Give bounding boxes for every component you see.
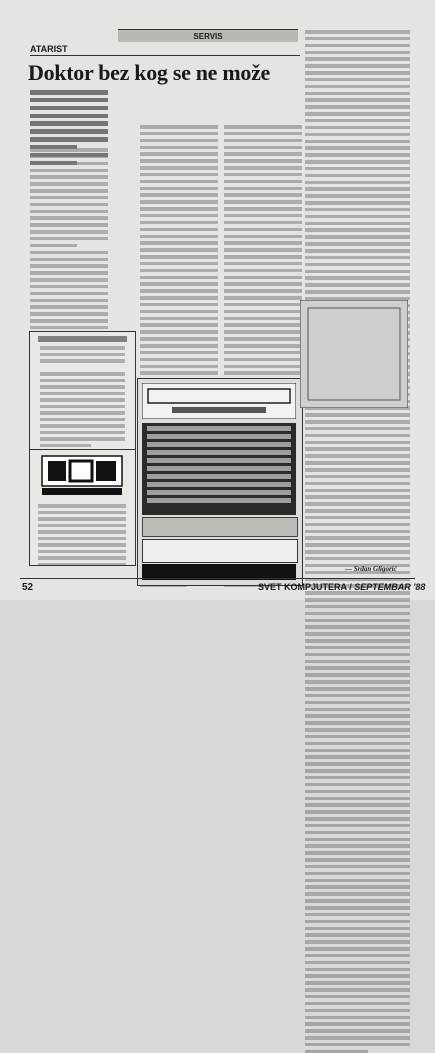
ad-banner	[142, 517, 298, 537]
product-price-list	[142, 423, 296, 515]
article-headline: Doktor bez kog se ne može	[28, 60, 270, 85]
section-header	[118, 29, 298, 42]
author-signature: — Srđan Gligorić	[345, 565, 397, 573]
issue-date: SEPTEMBAR '88	[354, 582, 426, 592]
magazine-footer: SVET KOMPJUTERA / SEPTEMBAR '88	[258, 582, 426, 592]
company-logo	[142, 383, 296, 419]
section-label: SERVIS	[193, 31, 223, 41]
advertisement-box	[29, 449, 136, 566]
body-column-4	[305, 30, 410, 1053]
article-kicker: ATARIST	[30, 44, 68, 54]
divider	[30, 55, 300, 56]
body-column-1	[30, 148, 108, 350]
advertisement-box	[29, 331, 136, 451]
company-logo	[38, 454, 126, 498]
page-number: 52	[22, 582, 34, 593]
magazine-name: SVET KOMPJUTERA	[258, 582, 347, 592]
footer-divider	[20, 578, 415, 579]
ad-offer-box	[142, 539, 298, 563]
article-illustration	[300, 300, 408, 408]
advertisement-box	[137, 378, 303, 586]
